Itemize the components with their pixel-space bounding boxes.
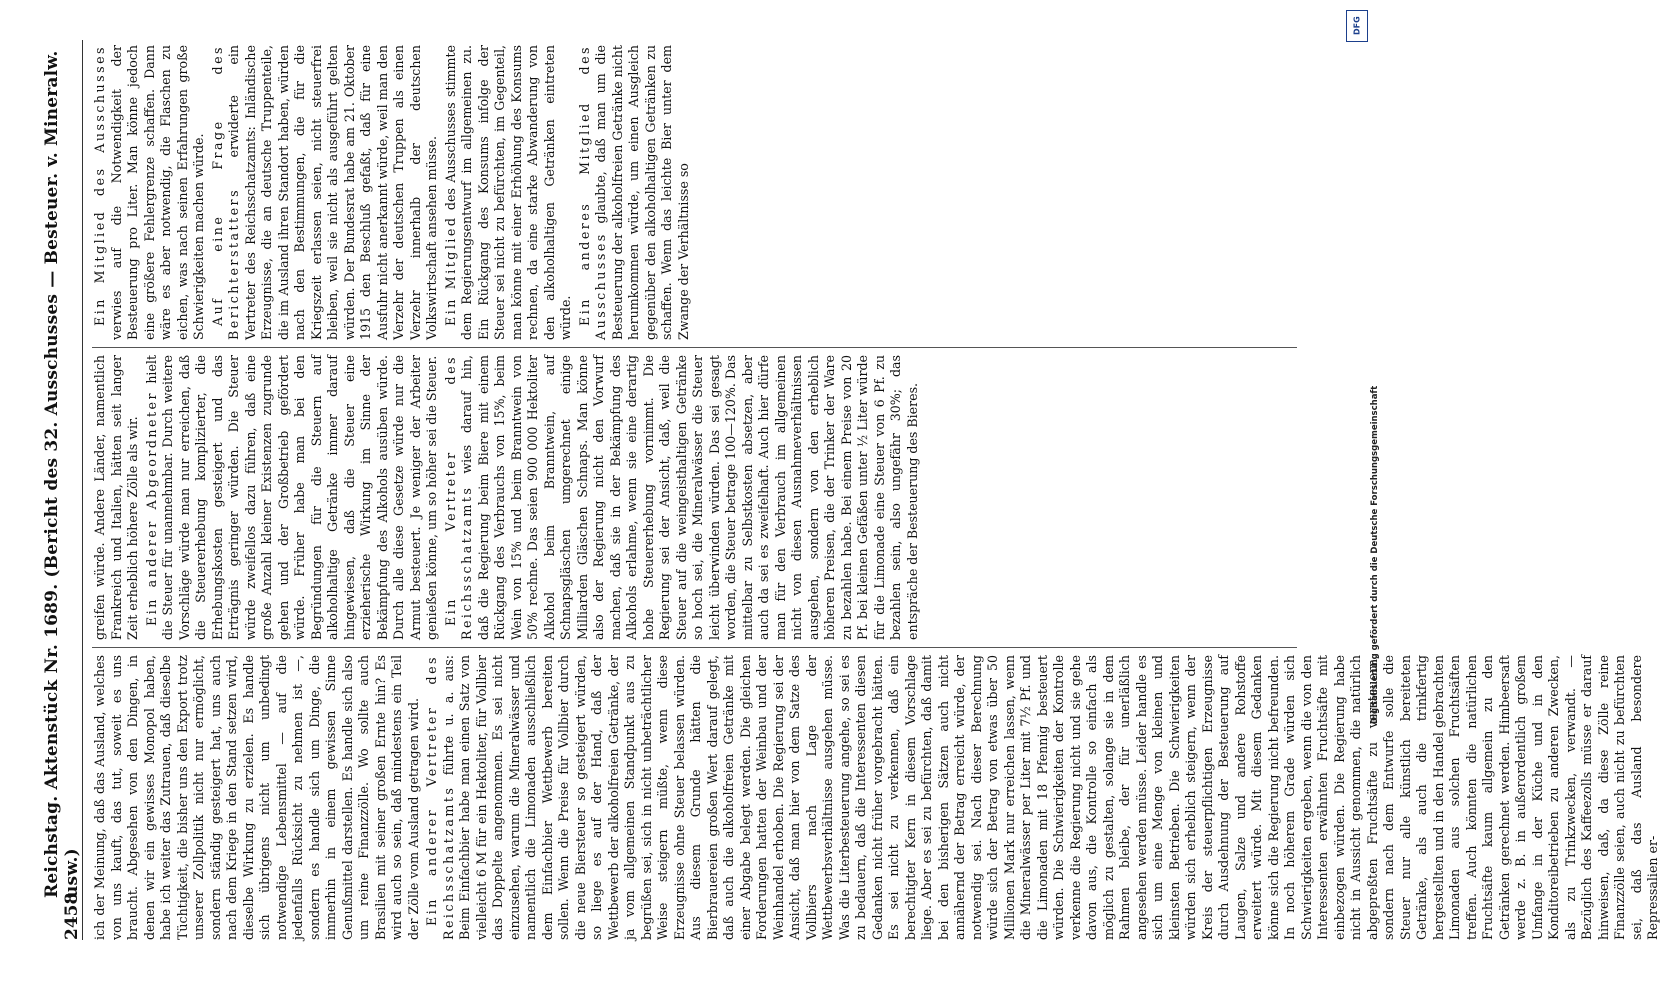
paragraph-speaker: Ein Vertreter des Reichsschatzamts	[442, 355, 474, 640]
paragraph-text: wies darauf hin, daß die Regierung beim Biere mit einem Rückgang des Verbrauchs von 15%, beim Wein von 15% und beim Branntwein von 50% rechne. Das seien 900 000 Hektoliter Alkohol beim Branntwein, auf Schnapsgläschen umgerechnet einige Milliarden Gläschen Schnaps. Man könne also der Regierung nicht den Vorwurf machen, daß sie in der Bekämpfung des Alkohols erlahme, wenn sie eine derartig hohe Steuererhebung vornimmt. Die Regierung sei der Ansicht, daß, weil die Steuer auf die weingeisthaltigen Getränke so hoch sei, die Mineralwässer die Steuer leicht überwinden würden. Das sei gesagt worden, die Steuer betrage 100—120%. Das mittelbar zu Selbstkosten absetzen, aber auch da sei es zweifelhaft. Auch hier dürfe man für den Verbrauch im allgemeinen nicht von diesen Ausnahmeverhältnissen ausgehen, sondern von den erheblich höheren Preisen, die der Trinker der Ware zu bezahlen habe. Bei einem Preise von 20 Pf. bei kleinen Gefäßen unter ½ Liter würde für die Limonade eine Steuer von 6 Pf. zu bezahlen sein, also ungefähr 30%; das entspräche der Besteuerung des Bieres.	[459, 355, 920, 640]
paragraph	[443, 45, 575, 340]
paragraph	[92, 45, 208, 340]
paragraph-text: verwies auf die Notwendigkeit der Besteuerung pro Liter. Man könne jedoch eine größere Fehlergrenze schaffen. Dann wäre es aber notwendig, die Flaschen zu eichen, was nach seinen Erfahrungen große Schwierigkeiten machen würde.	[108, 45, 206, 340]
paragraph-text: glaubte, daß man um die Besteuerung der alkoholfreien Getränke nicht herumkommen würde, um einen Ausgleich gegenüber den alkoholhaltigen Getränken zu schaffen. Wenn das leichte Bier unter dem Zwange der Verhältnisse so	[593, 45, 691, 340]
page-header	[42, 40, 83, 940]
paragraph-text: des Ausschusses stimmte dem Regierungsentwurf im allgemeinen zu. Ein Rückgang des Konsums infolge der Steuer sei nicht zu befürchten, im Gegenteil, man könne mit einer Erhöhung des Konsums rechnen, da eine starke Abwanderung von den alkoholhaltigen Getränken eintreten würde.	[442, 44, 573, 340]
paragraph-speaker: Ein anderes Mitglied des Ausschusses	[576, 45, 608, 340]
paragraph-text: greifen würde. Andere Länder, namentlich Frankreich und Italien, hätten seit langer Zeit erheblich höhere Zölle als wir.	[92, 355, 140, 640]
page-title: Reichstag. Aktenstück Nr. 1689. (Bericht des 32. Ausschusses — Besteuer. v. Mineralw. usw.)	[42, 50, 82, 898]
text-column-middle	[92, 355, 1297, 640]
paragraph-speaker: Auf eine Frage des Berichterstatters	[209, 45, 241, 340]
digitization-credit: Digitalisierung gefördert durch die Deutsche Forschungsgemeinschaft	[1370, 385, 1380, 724]
page-number: 2458	[62, 892, 82, 940]
paragraph	[92, 355, 142, 640]
column-divider	[92, 647, 1297, 648]
paragraph-speaker: Ein anderer Abgeordneter	[143, 390, 159, 626]
paragraph	[577, 45, 693, 340]
text-column-left	[92, 655, 1660, 940]
paragraph	[210, 45, 441, 340]
paragraph	[424, 655, 1662, 940]
dfg-logo: DFG	[1346, 10, 1368, 42]
paragraph-text: erwiderte ein Vertreter des Reichsschatzamts: Inländische Erzeugnisse, die an deutsche Truppenteile, die im Ausland ihren Standort haben, würden nach den Bestimmungen, die für die Kriegszeit erlassen seien, nicht steuerfrei bleiben, weil sie nicht als ausgeführt gelten würden. Der Bundesrat habe am 21. Oktober 1915 den Beschluß gefaßt, daß für eine Ausfuhr nicht anerkannt würde, weil man den Verzehr der deutschen Truppen als einen Verzehr innerhalb der deutschen Volkswirtschaft ansehen müsse.	[226, 45, 439, 340]
paragraph-speaker: Ein Mitglied des Ausschusses	[92, 45, 107, 326]
paragraph-speaker: Ein anderer Vertreter des Reichsschatzamts	[424, 655, 456, 940]
paragraph-text: führte u. a. aus: Beim Einfachbier habe man einen Satz von vielleicht 6 M für ein Hektoliter, für Vollbier das Doppelte angenommen. Es sei nicht einzusehen, warum die Mineralwässer und namentlich die Limonaden ausschließlich dem Einfachbier Wettbewerb bereiten sollen. Wenn die Preise für Vollbier durch die neue Biersteuer so gesteigert würden, so liege es auf der Hand, daß der Wettbewerb der alkoholfreien Getränke, der ja vom allgemeinen Standpunkt aus zu begrüßen sei, sich in nicht unbeträchtlicher Weise steigern müßte, wenn diese Erzeugnisse ohne Steuer belassen würden. Aus diesem Grunde hätten die Bierbrauereien großen Wert darauf gelegt, daß auch die alkoholfreien Getränke mit einer Abgabe belegt werden. Die gleichen Forderungen hatten der Weinbau und der Weinhandel erhoben. Die Regierung sei der Ansicht, daß man hier von dem Satze des Vollbiers nach Lage der Wettbewerbsverhältnisse ausgehen müsse. Was die Literbesteuerung angehe, so sei es zu bedauern, daß die Interessenten diesen Gedanken nicht früher vorgebracht hätten. Es sei nicht zu verkennen, daß ein berechtigter Kern in diesem Vorschlage liege. Aber es sei zu befürchten, daß damit bei den bisherigen Sätzen auch nicht annähernd der Betrag erreicht würde, der notwendig sei. Nach dieser Berechnung würde sich der Betrag von etwas über 50 Millionen Mark nur erreichen lassen, wenn die Mineralwässer per Liter mit 7½ Pf. und die Limonaden mit 18 Pfennig besteuert würden. Die Schwierigkeiten der Kontrolle verkenne die Regierung nicht und sie gehe davon aus, die Kontrolle so einfach als möglich zu gestalten, solange sie in dem Rahmen bleibe, der für unerläßlich angesehen werden müsse. Leider handle es sich um eine Menge von kleinen und kleinsten Betrieben. Die Schwierigkeiten würden sich erheblich steigern, wenn der Kreis der steuerpflichtigen Erzeugnisse durch Ausdehnung der Besteuerung auf Laugen, Salze und andere Rohstoffe erweitert würde. Mit diesem Gedanken könne sich die Regierung nicht befreunden. In noch höherem Grade würden sich Schwierigkeiten ergeben, wenn die von den Interessenten erwähnten Fruchtsäfte mit einbezogen würden. Die Regierung habe nicht in Aussicht genommen, die natürlich abgepreßten Fruchtsäfte zu versteuern, sondern nach dem Entwurfe solle die Steuer nur alle künstlich bereiteten Getränke, als auch die trinkfertig hergestellten und in den Handel gebrachten Limonaden aus solchen Fruchtsäften treffen. Auch könnten die natürlichen Fruchtsäfte kaum allgemein zu den Getränken gerechnet werden. Himbeersaft werde z. B. in außerordentlich großem Umfange in der Küche und in den Konditoreibetrieben zu anderen Zwecken, als zu Trinkzwecken, verwandt. — Bezüglich des Kaffeezolls müsse er darauf hinweisen, daß, da diese Zölle reine Finanzzölle seien, auch nicht zu befürchten sei, daß das Ausland besondere Repressalien er-	[440, 655, 1660, 940]
paragraph	[443, 355, 922, 640]
text-column-right	[92, 45, 1297, 340]
paragraph	[144, 355, 441, 640]
paragraph-text: hielt die Steuer für unannehmbar. Durch weitere Vorschläge würde man nur erreichen, daß die Steuererhebung komplizierter, die Erhebungskosten gesteigert und das Erträgnis geringer würden. Die Steuer würde zweifellos dazu führen, daß eine große Anzahl kleiner Existenzen zugrunde gehen und der Großbetrieb gefördert würde. Früher habe man bei den Begründungen für die Steuern auf alkoholhaltige Getränke immer darauf hingewiesen, daß die Steuer eine erzieherische Wirkung im Sinne der Bekämpfung des Alkohols ausüben würde. Durch alle diese Gesetze würde nur die Armut besteuert. Je weniger der Arbeiter genießen könne, um so höher sei die Steuer.	[143, 354, 439, 640]
paragraph-text: ich der Meinung, daß das Ausland, welches von uns kauft, das tut, soweit es uns braucht. Abgesehen von den Dingen, in denen wir ein gewisses Monopol haben, habe ich weiter das Zutrauen, daß dieselbe Tüchtigkeit, die bisher uns den Export trotz unserer Zollpolitik nicht nur ermöglicht, sondern ständig gesteigert hat, uns auch nach dem Kriege in den Stand setzen wird, dieselbe Wirkung zu erzielen. Es handle sich übrigens nicht um unbedingt notwendige Lebensmittel — auf die jedenfalls Rücksicht zu nehmen ist —, sondern es handle sich um Dinge, die immerhin in einem gewissen Sinne Genußmittel darstellen. Es handle sich also um reine Finanzzölle. Wo sollte auch Brasilien mit seiner großen Ernte hin? Es wird auch so sein, daß mindestens ein Teil der Zölle vom Ausland getragen wird.	[92, 655, 421, 940]
paragraph	[92, 655, 422, 940]
paragraph-speaker: Ein Mitglied	[442, 215, 458, 326]
column-divider	[92, 347, 1297, 348]
